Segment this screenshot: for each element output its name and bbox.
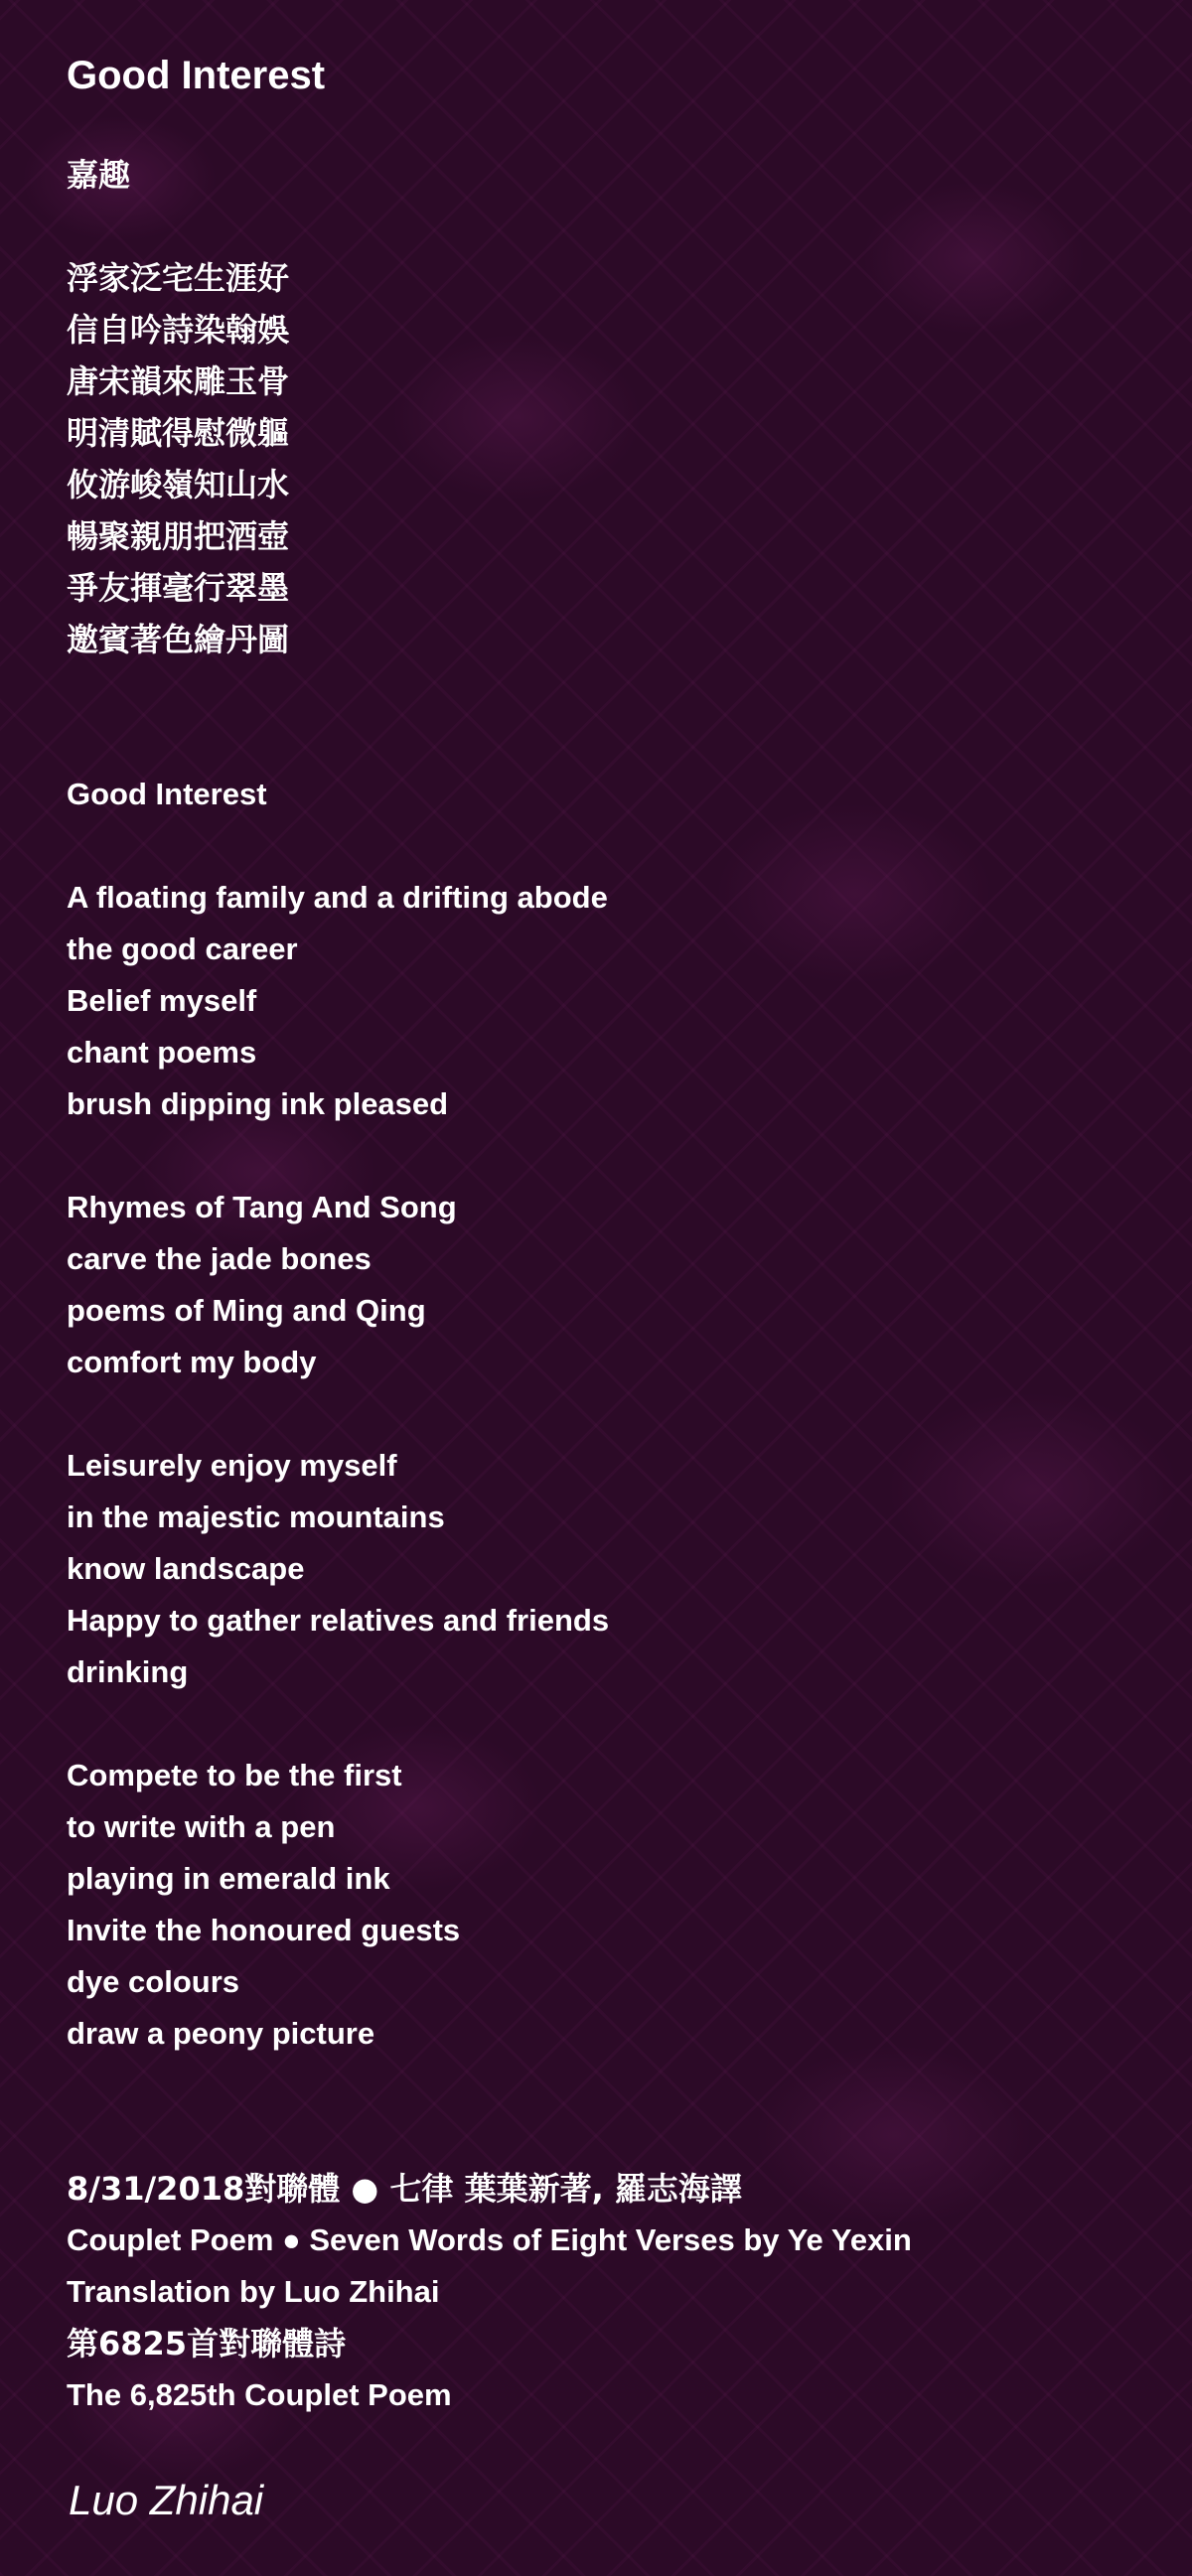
poem-line: playing in emerald ink <box>67 1861 390 1896</box>
poem-line-blank <box>67 2111 912 2163</box>
poem-note-line: The 6,825th Couplet Poem <box>67 2377 452 2412</box>
poem-line: poems of Ming and Qing <box>67 1293 426 1328</box>
poem-line: A floating family and a drifting abode <box>67 880 608 915</box>
poem-title: Good Interest <box>67 54 326 97</box>
poem-line: dye colours <box>67 1964 239 1999</box>
poem-line: draw a peony picture <box>67 2016 375 2051</box>
poem-line: Belief myself <box>67 983 257 1018</box>
poem-line-blank <box>67 665 912 717</box>
poem-body <box>67 149 912 2421</box>
poem-note-date-line: 8/31/2018對聯體 ● 七律 葉葉新著, 羅志海譯 <box>67 2170 742 2208</box>
poem-line: 信自吟詩染翰娛 <box>67 311 290 349</box>
poem-line: Invite the honoured guests <box>67 1913 461 1947</box>
poem-line: comfort my body <box>67 1345 317 1379</box>
poem-line-blank <box>67 717 912 769</box>
poem-line: brush dipping ink pleased <box>67 1086 449 1121</box>
poem-line-blank <box>67 1388 912 1440</box>
poem-line-blank <box>67 1130 912 1182</box>
poem-author: Luo Zhihai <box>69 2477 264 2523</box>
poem-line-blank <box>67 1698 912 1750</box>
poem-line-blank <box>67 820 912 872</box>
poem-line: 爭友揮毫行翠墨 <box>67 569 290 607</box>
poem-line: Leisurely enjoy myself <box>67 1448 397 1483</box>
poem-line: Good Interest <box>67 777 267 811</box>
poem-line: carve the jade bones <box>67 1241 372 1276</box>
poem-line: 嘉趣 <box>67 156 131 194</box>
poem-line: to write with a pen <box>67 1809 336 1844</box>
poem-line: drinking <box>67 1654 189 1689</box>
poem-line: the good career <box>67 931 298 966</box>
poem-line: 浮家泛宅生涯好 <box>67 259 290 297</box>
poem-line: 唐宋韻來雕玉骨 <box>67 362 290 400</box>
poem-line: Rhymes of Tang And Song <box>67 1190 457 1224</box>
poem-line-blank <box>67 2060 912 2111</box>
poem-note-line: Couplet Poem ● Seven Words of Eight Verses by Ye Yexin <box>67 2222 912 2257</box>
poem-line: 明清賦得慰微軀 <box>67 414 290 452</box>
poem-line: in the majestic mountains <box>67 1500 445 1534</box>
poem-line: Compete to be the first <box>67 1758 402 1792</box>
poem-line: Happy to gather relatives and friends <box>67 1603 610 1638</box>
poem-line-blank <box>67 201 912 252</box>
poem-note-line: 第6825首對聯體詩 <box>67 2325 347 2362</box>
poem-line: 攸游峻嶺知山水 <box>67 466 290 503</box>
poem-line: 暢聚親朋把酒壺 <box>67 517 290 555</box>
poem-line: know landscape <box>67 1551 305 1586</box>
poem-note-line: Translation by Luo Zhihai <box>67 2274 440 2309</box>
poem-line: 邀賓著色繪丹圖 <box>67 621 290 658</box>
poem-line: chant poems <box>67 1035 257 1070</box>
